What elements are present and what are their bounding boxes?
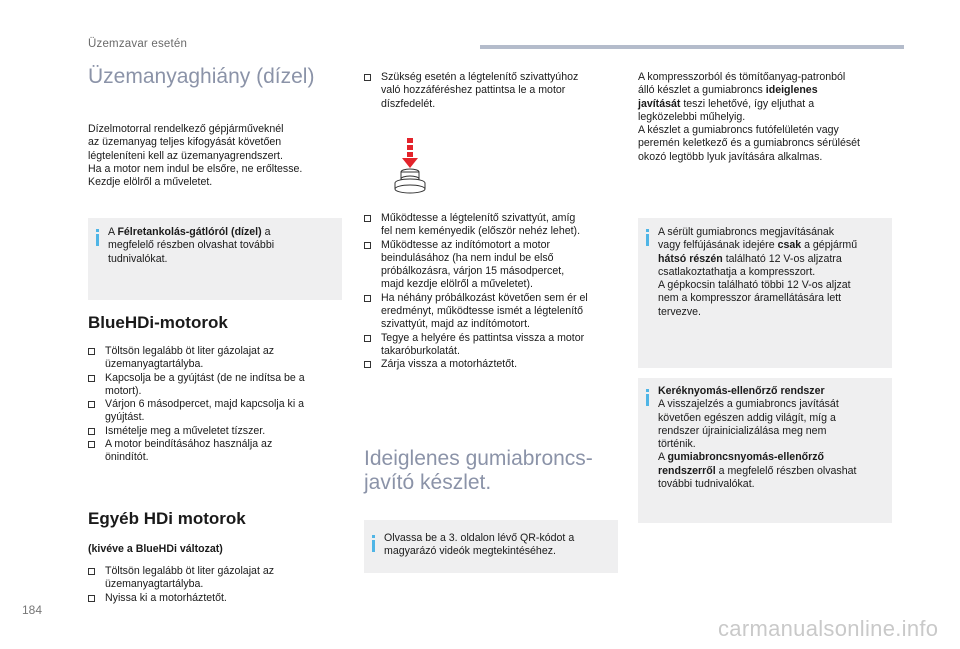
checkbox-bullet-icon <box>88 428 95 435</box>
checkbox-bullet-icon <box>88 401 95 408</box>
page-title: Üzemanyaghiány (dízel) <box>88 65 315 88</box>
list-item: Működtesse a légtelenítő szivattyút, amíg fel nem keményedik (először nehéz lehet). <box>364 212 618 239</box>
list-item: Szükség esetén a légtelenítő szivattyúhoz való hozzáféréshez pattintsa le a motor díszfedelét. <box>364 71 618 111</box>
note-link-misfuel: Félretankolás-gátlóról (dízel) <box>117 226 262 238</box>
section-title-repair-kit: Ideiglenes gumiabroncs- javító készlet. <box>364 447 593 494</box>
list-item: Tegye a helyére és pattintsa vissza a motor takaróburkolatát. <box>364 332 618 359</box>
checkbox-bullet-icon <box>88 375 95 382</box>
list-item: Nyissa ki a motorháztetőt. <box>88 592 342 605</box>
page-number: 184 <box>22 603 43 617</box>
checkbox-bullet-icon <box>364 335 371 342</box>
info-icon <box>96 234 99 246</box>
section-subtitle: (kivéve a BlueHDi változat) <box>88 543 223 555</box>
checkbox-bullet-icon <box>364 361 371 368</box>
repair-kit-intro: A kompresszorból és tömítőanyag-patronból álló készlet a gumiabroncs ideiglenes javítását teszi lehetővé, így eljuthat a legközelebbi műhelyig. A készlet a gumiabroncs futófelületén vagy peremén keletkező és a gumiabroncs sérülését okozó legtöbb lyuk javítására alkalmas. <box>638 71 860 163</box>
checkbox-bullet-icon <box>364 215 371 222</box>
info-icon <box>646 394 649 406</box>
info-note-misfuel: A Félretankolás-gátlóról (dízel) a megfelelő részben olvashat további tudnivalókat. <box>88 218 342 300</box>
watermark: carmanualsonline.info <box>718 616 939 641</box>
list-item: Zárja vissza a motorháztetőt. <box>364 358 618 371</box>
list-item: Töltsön legalább öt liter gázolajat az üzemanyagtartályba. <box>88 345 342 372</box>
checkbox-bullet-icon <box>88 568 95 575</box>
priming-steps <box>364 212 618 372</box>
checkbox-bullet-icon <box>364 242 371 249</box>
checkbox-bullet-icon <box>364 74 371 81</box>
section-title-bluehdi: BlueHDi-motorok <box>88 313 228 332</box>
info-note-12v-socket: A sérült gumiabroncs megjavításának vagy felfújásának idejére csak a gépjármű hátsó részén található 12 V-os aljzatra csatlakoztathatja a kompresszort. A gépkocsin található többi 12 V-os aljzat nem a kompresszor áramellátására lett tervezve. <box>638 218 892 368</box>
list-item: Működtesse az indítómotort a motor beindulásához (ha nem indul be első próbálkozásra, várjon 15 másodpercet, majd kezdje elölről a műveletet). <box>364 239 618 292</box>
checkbox-bullet-icon <box>364 295 371 302</box>
list-item: Várjon 6 másodpercet, majd kapcsolja ki a gyújtást. <box>88 398 342 425</box>
section-header: Üzemzavar esetén <box>88 38 188 50</box>
list-item: Töltsön legalább öt liter gázolajat az üzemanyagtartályba. <box>88 565 342 592</box>
info-note-tpms: Keréknyomás-ellenőrző rendszer A visszajelzés a gumiabroncs javítását követően egészen addig világít, míg a rendszer újrainicializálása meg nem történik. A gumiabroncsnyomás-ellenőrző rendszerről a megfelelő részben olvashat további tudnivalókat. <box>638 378 892 523</box>
info-icon <box>372 540 375 552</box>
bluehdi-steps <box>88 345 342 465</box>
checkbox-bullet-icon <box>88 348 95 355</box>
list-item: Kapcsolja be a gyújtást (de ne indítsa be a motort). <box>88 372 342 399</box>
info-icon <box>646 234 649 246</box>
header-rule <box>480 45 904 49</box>
info-note-qr: Olvassa be a 3. oldalon lévő QR-kódot a magyarázó videók megtekintéséhez. <box>364 520 618 573</box>
other-hdi-steps <box>88 565 342 605</box>
checkbox-bullet-icon <box>88 441 95 448</box>
list-item: Ha néhány próbálkozást követően sem ér el eredményt, működtesse ismét a légtelenítő szivattyút, majd az indítómotort. <box>364 292 618 332</box>
list-item: Ismételje meg a műveletet tízszer. <box>88 425 342 438</box>
priming-pump-icon <box>390 136 430 194</box>
checkbox-bullet-icon <box>88 595 95 602</box>
section-title-other-hdi: Egyéb HDi motorok <box>88 509 246 528</box>
intro-paragraph: Dízelmotorral rendelkező gépjárműveknél az üzemanyag teljes kifogyását követően légteleníteni kell az üzemanyagrendszert. Ha a motor nem indul be elsőre, ne erőltesse. Kezdje elölről a műveletet. <box>88 123 303 189</box>
access-step <box>364 71 618 111</box>
list-item: A motor beindításához használja az önindítót. <box>88 438 342 465</box>
